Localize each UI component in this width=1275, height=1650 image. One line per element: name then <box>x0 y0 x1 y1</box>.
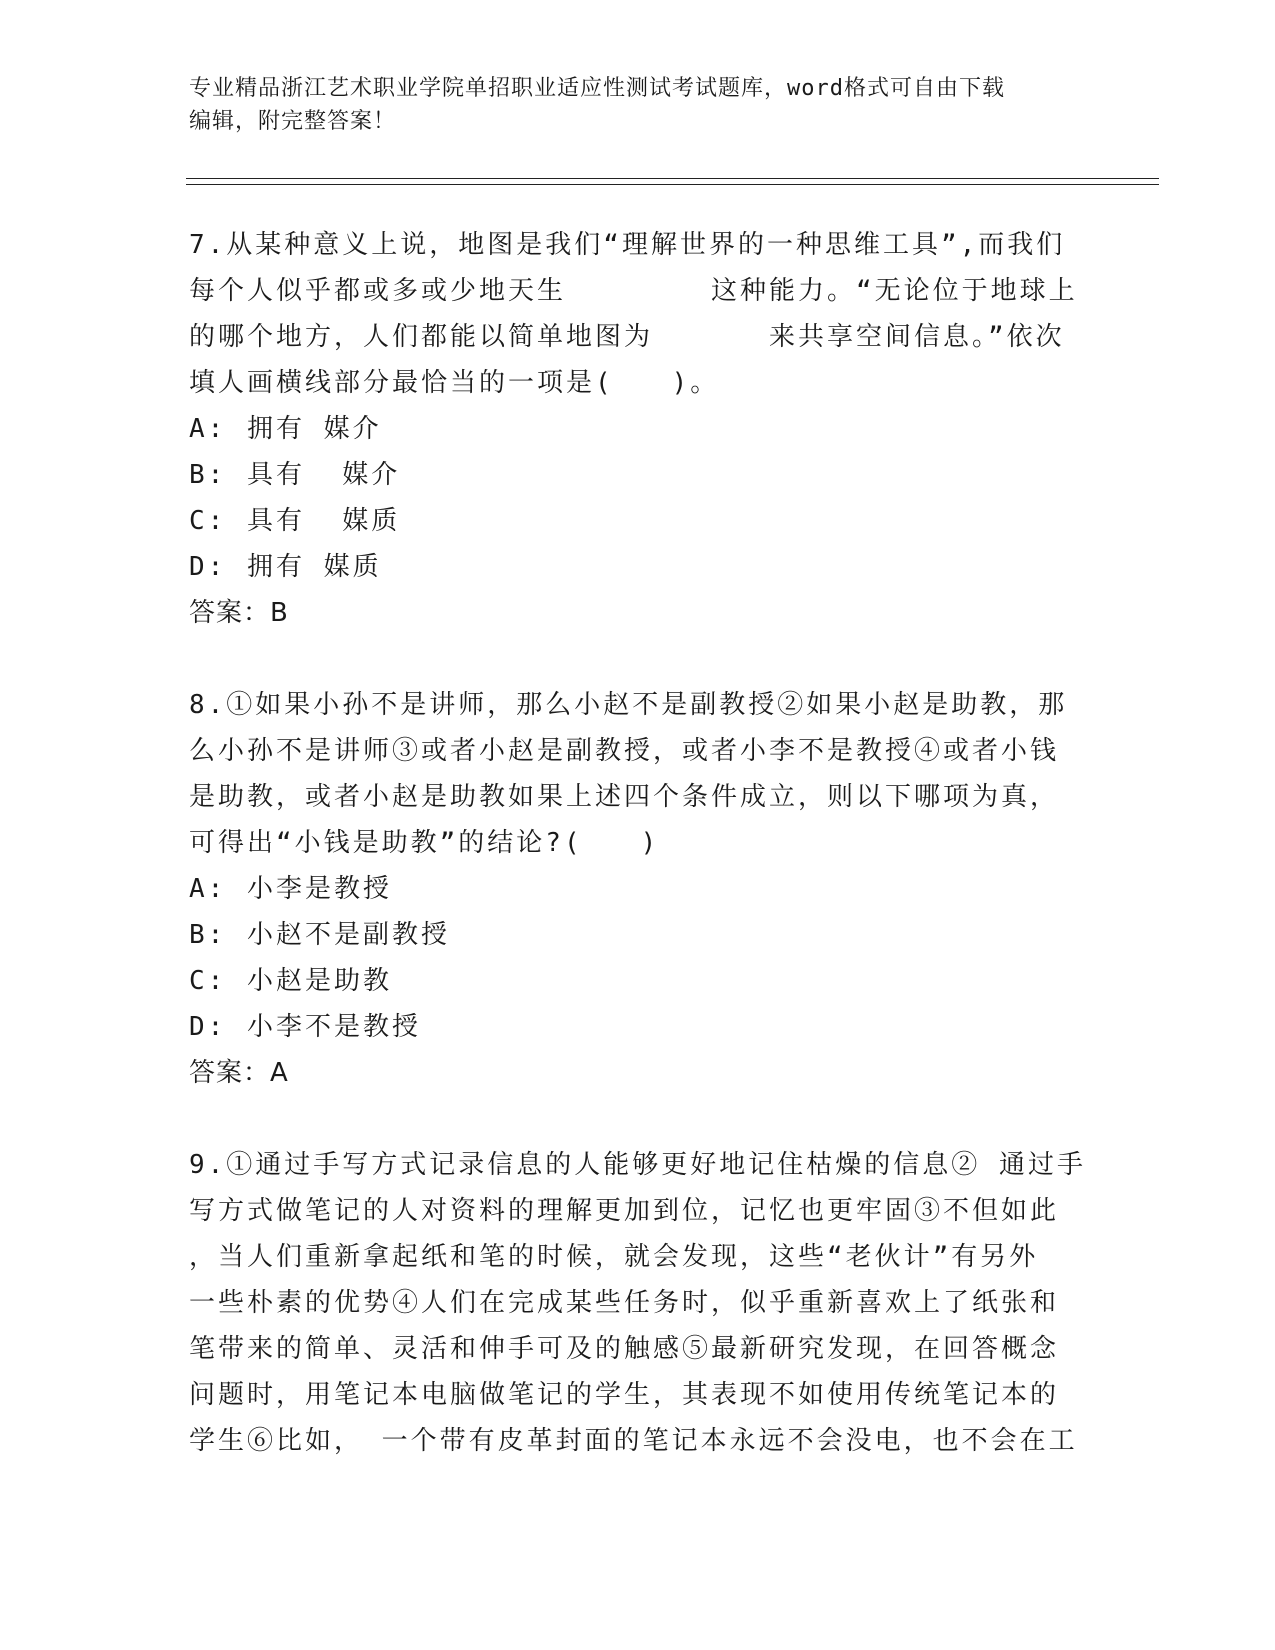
question-text-line: ，当人们重新拿起纸和笔的时候，就会发现，这些“老伙计”有另外 <box>189 1242 1039 1272</box>
question-8 <box>189 682 1089 1096</box>
option-text: 拥有 媒质 <box>247 552 382 582</box>
question-text-line: 每个人似乎都或多或少地天生 这种能力。“无论位于地球上 <box>189 276 1078 306</box>
header-line-2: 编辑，附完整答案！ <box>189 109 397 134</box>
header-divider <box>186 178 1159 185</box>
question-text-line: 么小孙不是讲师③或者小赵是副教授，或者小李不是教授④或者小钱 <box>189 736 1060 766</box>
question-text-line: 问题时，用笔记本电脑做笔记的学生，其表现不如使用传统笔记本的 <box>189 1380 1060 1410</box>
option-text: 小李不是教授 <box>247 1012 422 1042</box>
option-text: 小李是教授 <box>247 874 393 904</box>
option-c <box>189 958 1089 1004</box>
option-c <box>189 498 1089 544</box>
question-9 <box>189 1142 1089 1464</box>
question-text-line: 学生⑥比如， 一个带有皮革封面的笔记本永远不会没电，也不会在工 <box>189 1426 1078 1456</box>
option-a <box>189 406 1089 452</box>
option-letter: B: <box>189 920 227 950</box>
question-text-line: 一些朴素的优势④人们在完成某些任务时，似乎重新喜欢上了纸张和 <box>189 1288 1060 1318</box>
option-letter: C: <box>189 966 227 996</box>
option-a <box>189 866 1089 912</box>
option-letter: D: <box>189 552 227 582</box>
option-letter: B: <box>189 460 227 490</box>
question-text-line: 笔带来的简单、灵活和伸手可及的触感⑤最新研究发现，在回答概念 <box>189 1334 1060 1364</box>
option-letter: A: <box>189 874 227 904</box>
option-d <box>189 544 1089 590</box>
question-text-line: 填人画横线部分最恰当的一项是( )。 <box>189 368 720 398</box>
option-letter: A: <box>189 414 227 444</box>
answer-label: 答案：A <box>189 1058 289 1088</box>
option-b <box>189 452 1089 498</box>
page-header <box>189 72 1069 138</box>
question-text-line: 8.①如果小孙不是讲师，那么小赵不是副教授②如果小赵是助教，那 <box>189 690 1068 720</box>
question-text-line: 写方式做笔记的人对资料的理解更加到位，记忆也更牢固③不但如此 <box>189 1196 1060 1226</box>
question-text-line: 9.①通过手写方式记录信息的人能够更好地记住枯燥的信息② 通过手 <box>189 1150 1086 1180</box>
option-text: 小赵是助教 <box>247 966 393 996</box>
question-text-line: 的哪个地方，人们都能以简单地图为 来共享空间信息。”依次 <box>189 322 1065 352</box>
option-text: 具有 媒质 <box>247 506 401 536</box>
option-text: 小赵不是副教授 <box>247 920 451 950</box>
option-letter: D: <box>189 1012 227 1042</box>
answer-label: 答案：B <box>189 598 289 628</box>
option-letter: C: <box>189 506 227 536</box>
option-text: 具有 媒介 <box>247 460 401 490</box>
question-text-line: 是助教，或者小赵是助教如果上述四个条件成立，则以下哪项为真， <box>189 782 1060 812</box>
question-7 <box>189 222 1089 636</box>
question-text-line: 7.从某种意义上说，地图是我们“理解世界的一种思维工具”,而我们 <box>189 230 1066 260</box>
option-b <box>189 912 1089 958</box>
option-d <box>189 1004 1089 1050</box>
question-text-line: 可得出“小钱是助教”的结论?( ) <box>189 828 660 858</box>
option-text: 拥有 媒介 <box>247 414 382 444</box>
header-line-1: 专业精品浙江艺术职业学院单招职业适应性测试考试题库，word格式可自由下载 <box>189 76 1005 101</box>
